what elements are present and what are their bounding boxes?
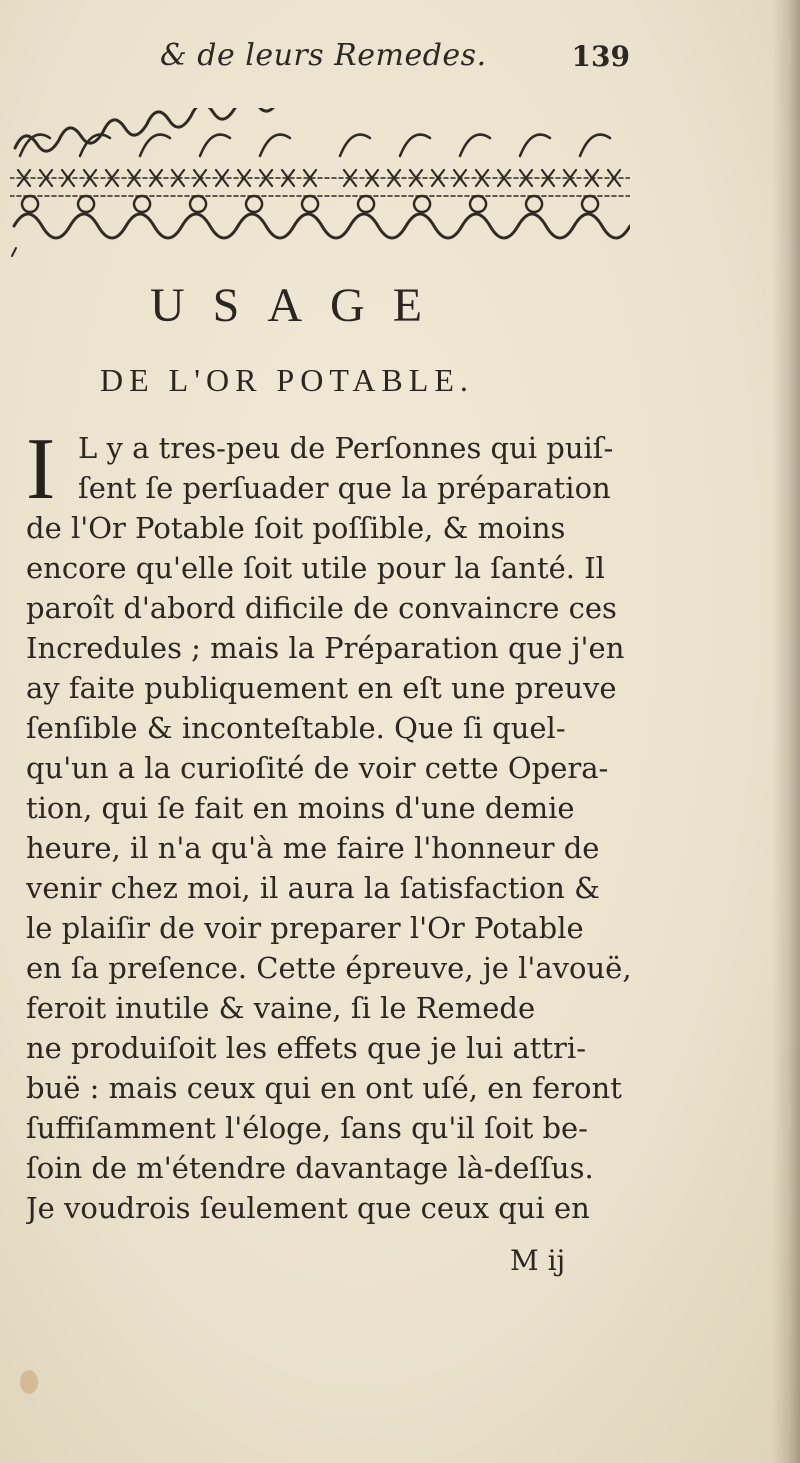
- text-line: qu'un a la curioſité de voir cette Opera-: [26, 751, 609, 785]
- text-line: paroît d'abord dificile de convaincre ces: [26, 591, 617, 625]
- running-head: & de leurs Remedes.: [160, 38, 487, 73]
- text-line: ay faite publiquement en eſt une preuve: [26, 671, 617, 705]
- text-line: en ſa preſence. Cette épreuve, je l'avouë,: [26, 951, 632, 985]
- drop-cap: I: [26, 421, 56, 518]
- paper-stain: [20, 1370, 38, 1394]
- signature-mark: M ij: [510, 1244, 566, 1277]
- text-line: heure, il n'a qu'à me faire l'honneur de: [26, 831, 600, 865]
- body-text: [26, 421, 636, 1228]
- starburst-row: [10, 170, 630, 196]
- page-header: [160, 38, 640, 88]
- text-line: encore qu'elle ſoit utile pour la ſanté. Il: [26, 551, 605, 585]
- page-number: 139: [571, 40, 630, 73]
- text-line: Je voudrois ſeulement que ceux qui en: [26, 1191, 590, 1225]
- text-line: ſoin de m'étendre davantage là-deſſus.: [26, 1151, 594, 1185]
- text-line: ſenſible & inconteſtable. Que ſi quel-: [26, 711, 566, 745]
- page-edge-shadow: [772, 0, 800, 1463]
- text-line: tion, qui ſe fait en moins d'une demie: [26, 791, 575, 825]
- text-line: buë : mais ceux qui en ont uſé, en feront: [26, 1071, 622, 1105]
- chapter-subheading: DE L'OR POTABLE.: [100, 362, 474, 398]
- ornamental-headpiece: [10, 108, 630, 258]
- text-line: de l'Or Potable ſoit poſſible, & moins: [26, 511, 566, 545]
- text-line: venir chez moi, il aura la ſatisfaction &: [26, 871, 600, 905]
- text-line: L y a tres-peu de Perſonnes qui puiſ-: [78, 431, 614, 465]
- text-line: ſuffiſamment l'éloge, ſans qu'il ſoit be-: [26, 1111, 588, 1145]
- text-line: ſent ſe perſuader que la préparation: [78, 471, 611, 505]
- text-line: ne produiſoit les effets que je lui attri-: [26, 1031, 586, 1065]
- text-line: le plaiſir de voir preparer l'Or Potable: [26, 911, 584, 945]
- flourish-row-bottom: [12, 196, 630, 256]
- text-line: Incredules ; mais la Préparation que j'en: [26, 631, 625, 665]
- flourish-row-top: [15, 108, 610, 156]
- text-line: feroit inutile & vaine, ſi le Remede: [26, 991, 536, 1025]
- chapter-heading: USAGE: [150, 279, 451, 332]
